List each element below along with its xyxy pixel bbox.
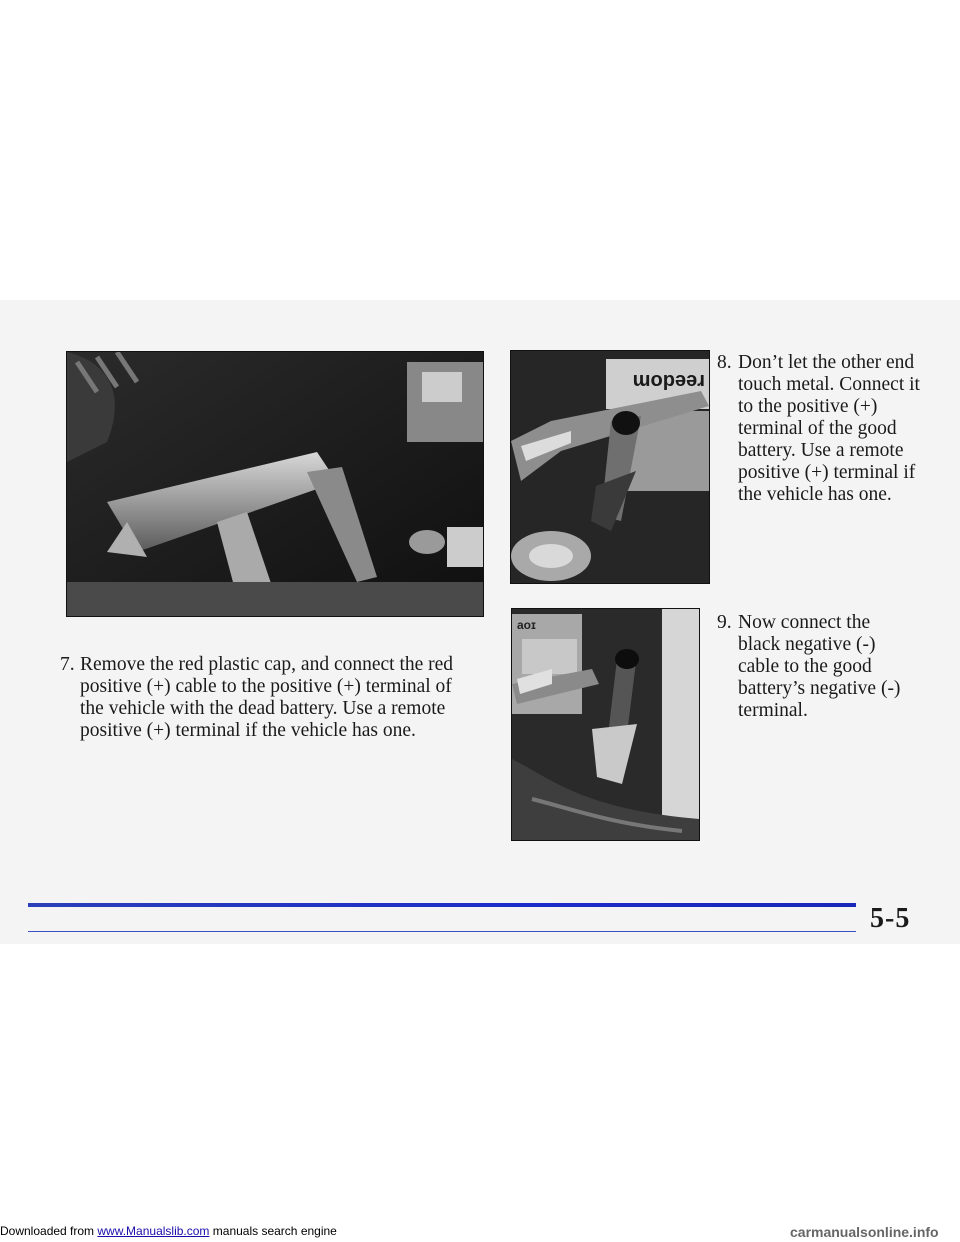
step-7 (60, 654, 460, 742)
step-number: 9. (717, 612, 732, 633)
step-number: 8. (717, 352, 732, 373)
step-9 (717, 612, 907, 722)
step-8 (717, 352, 937, 506)
step-text: Remove the red plastic cap, and connect the red positive (+) cable to the positive (+) terminal of the vehicle with the dead battery. Use a remote positive (+) terminal if the vehicle has one. (80, 654, 454, 741)
photo-clamp-good-battery (510, 350, 710, 584)
manualslib-link[interactable]: www.Manualslib.com (97, 1224, 210, 1238)
step-number: 7. (60, 654, 75, 675)
photo-clamp-dead-battery (66, 351, 484, 617)
footer-prefix: Downloaded from (0, 1224, 98, 1238)
footer-rule-thin (28, 931, 856, 932)
watermark: carmanualsonline.info (790, 1224, 939, 1240)
download-footer (0, 1224, 337, 1238)
step-text: Now connect the black negative (-) cable to the good battery’s negative (-) terminal. (738, 612, 901, 721)
page-number: 5-5 (870, 903, 911, 934)
footer-suffix: manuals search engine (209, 1224, 337, 1238)
battery-label-text-2: aoɪ (517, 618, 536, 632)
step-text: Don’t let the other end touch metal. Connect it to the positive (+) terminal of the good battery. Use a remote positive (+) terminal if the vehicle has one. (738, 352, 920, 505)
photo-negative-cable (511, 608, 700, 841)
battery-label-text: reedom (632, 370, 705, 392)
footer-rule (28, 903, 856, 907)
